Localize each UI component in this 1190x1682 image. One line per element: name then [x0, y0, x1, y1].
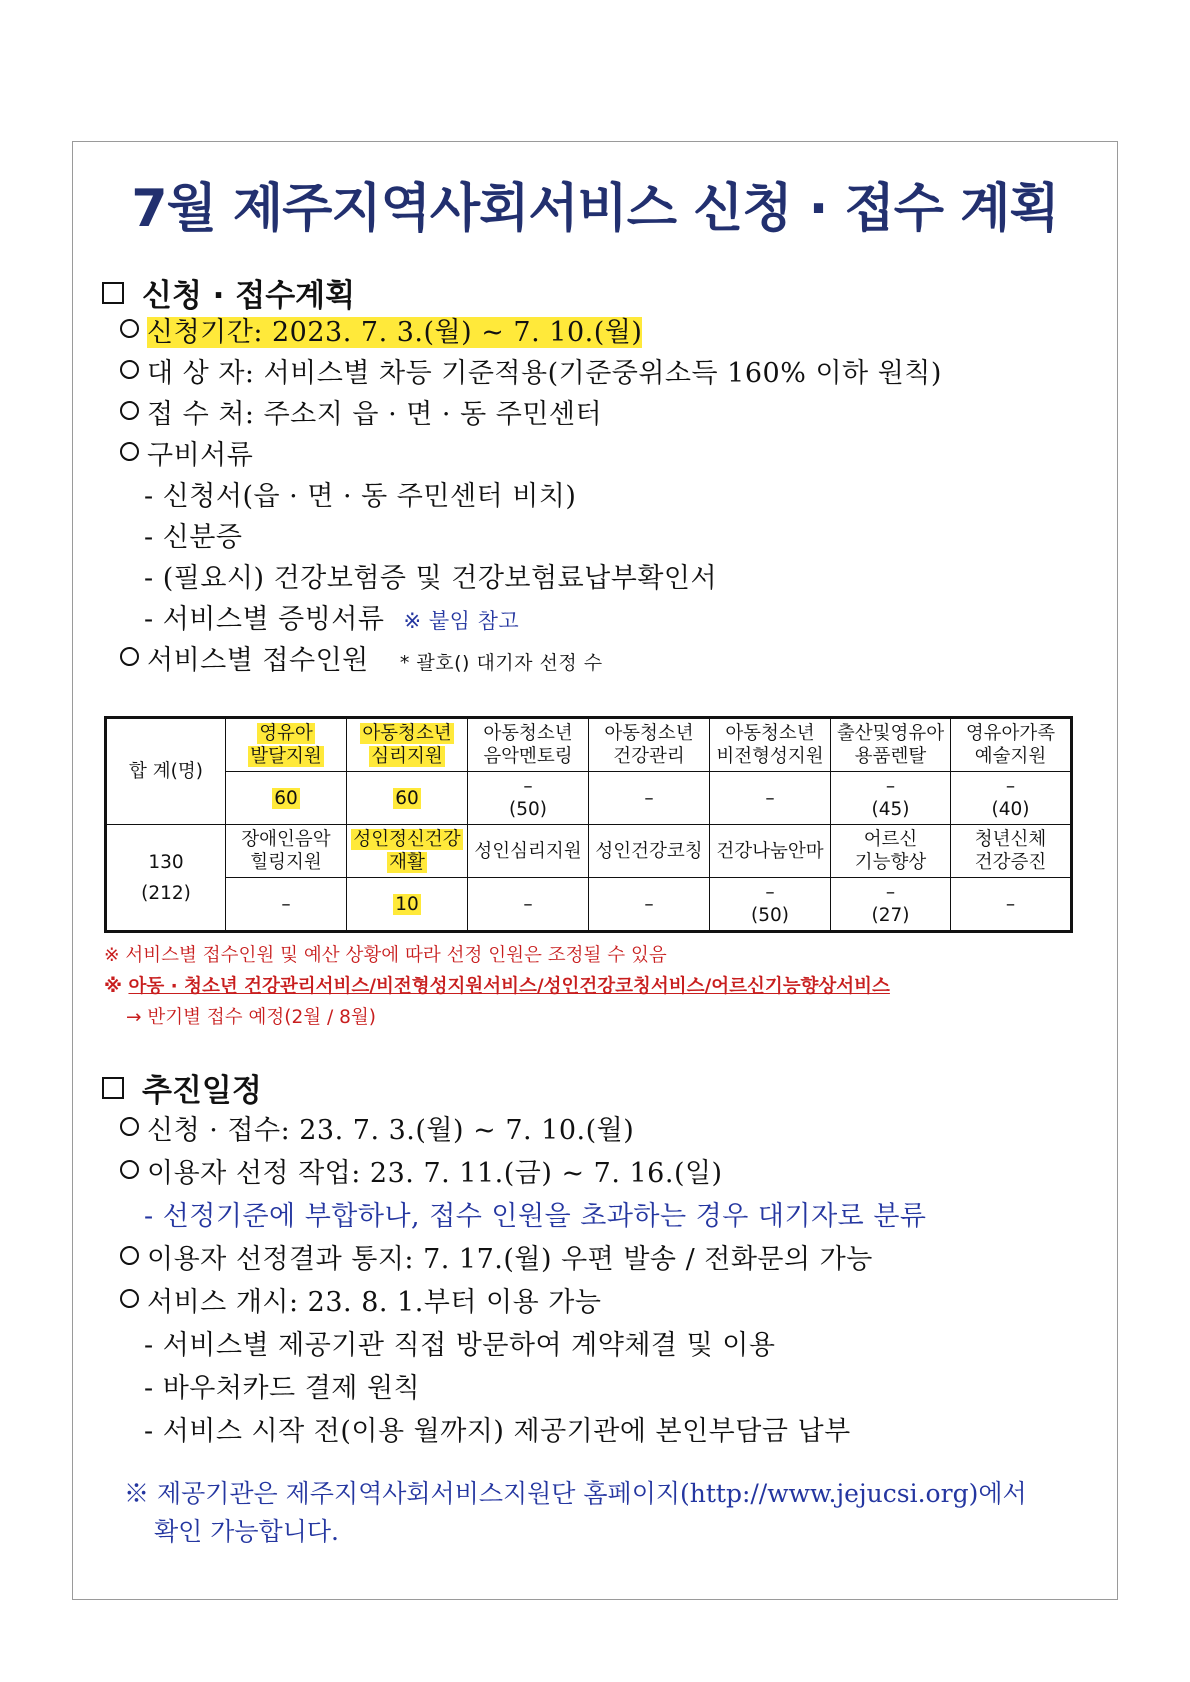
- waitlist-rule: - 선정기준에 부합하나, 접수 인원을 초과하는 경우 대기자로 분류: [144, 1201, 927, 1232]
- service-header-cell: 장애인음악 힐링지원: [226, 825, 347, 878]
- circle-bullet-icon: [120, 647, 139, 666]
- table-row: [106, 718, 1072, 772]
- checkbox-square-icon: [102, 282, 124, 304]
- attachment-note: ※ 붙임 참고: [403, 609, 520, 633]
- service-header-cell: 영유아 발달지원: [226, 718, 347, 772]
- schedule-item: [120, 1108, 634, 1147]
- circle-bullet-icon: [120, 1246, 139, 1265]
- total-value: 130: [148, 851, 184, 873]
- service-header-cell: 어르신 기능향상: [831, 825, 951, 878]
- note-adjustment: ※ 서비스별 접수인원 및 예산 상황에 따라 선정 인원은 조정될 수 있음: [104, 945, 667, 966]
- service-value-cell: –: [951, 878, 1072, 932]
- service-header-cell: 아동청소년 건강관리: [589, 718, 710, 772]
- required-docs-heading: [120, 433, 253, 472]
- service-header-cell: 아동청소년 심리지원: [347, 718, 468, 772]
- service-header-cell: 성인정신건강 재활: [347, 825, 468, 878]
- circle-bullet-icon: [120, 1117, 139, 1136]
- table-row: [106, 825, 1072, 878]
- checkbox-square-icon: [102, 1077, 124, 1099]
- schedule-text: 신청 · 접수: 23. 7. 3.(월) ~ 7. 10.(월): [147, 1115, 635, 1146]
- service-header-cell: 아동청소년 비전형성지원: [710, 718, 831, 772]
- doc-item: - 신분증: [144, 522, 243, 553]
- schedule-item: [120, 1280, 601, 1319]
- schedule-subitem: - 서비스 시작 전(이용 월까지) 제공기관에 본인부담금 납부: [144, 1416, 851, 1447]
- table-row: [106, 878, 1072, 932]
- service-header-cell: 건강나눔안마: [710, 825, 831, 878]
- footer-note-line1: ※ 제공기관은 제주지역사회서비스지원단 홈페이지(http://www.jejucsi.org)에서: [124, 1479, 1027, 1508]
- service-value-cell: 10: [347, 878, 468, 932]
- service-header-cell: 청년신체 건강증진: [951, 825, 1072, 878]
- circle-bullet-icon: [120, 1289, 139, 1308]
- section-heading-text: 신청 · 접수계획: [142, 278, 356, 314]
- note-half-year-services: [104, 972, 890, 998]
- schedule-subitem: - 서비스별 제공기관 직접 방문하여 계약체결 및 이용: [144, 1330, 776, 1361]
- service-value-cell: 60: [347, 772, 468, 825]
- circle-bullet-icon: [120, 401, 139, 420]
- section-heading-application: [102, 270, 355, 315]
- intake-text: 서비스별 접수인원: [147, 645, 369, 676]
- note-mark: ※: [104, 976, 122, 997]
- reception-place: [120, 392, 602, 431]
- service-value-cell: –: [589, 772, 710, 825]
- schedule-text: 이용자 선정 작업: 23. 7. 11.(금) ~ 7. 16.(일): [147, 1158, 723, 1189]
- service-value-cell: – (45): [831, 772, 951, 825]
- section-heading-text: 추진일정: [142, 1073, 262, 1109]
- doc-item: - (필요시) 건강보험증 및 건강보험료납부확인서: [144, 563, 718, 594]
- application-period-text: 신청기간: 2023. 7. 3.(월) ~ 7. 10.(월): [147, 317, 643, 348]
- service-value-cell: –: [710, 772, 831, 825]
- waitlist-note: * 괄호() 대기자 선정 수: [399, 652, 603, 674]
- circle-bullet-icon: [120, 1160, 139, 1179]
- total-waiting: (212): [141, 882, 191, 904]
- service-value-cell: – (40): [951, 772, 1072, 825]
- schedule-item: [120, 1237, 873, 1276]
- schedule-text: 서비스 개시: 23. 8. 1.부터 이용 가능: [147, 1287, 602, 1318]
- service-header-cell: 영유아가족 예술지원: [951, 718, 1072, 772]
- service-value-cell: –: [468, 878, 589, 932]
- footer-note-line2: 확인 가능합니다.: [154, 1517, 339, 1546]
- service-value-cell: – (50): [710, 878, 831, 932]
- page-title: 7월 제주지역사회서비스 신청 · 접수 계획: [131, 179, 1059, 239]
- circle-bullet-icon: [120, 319, 139, 338]
- target-text: 대 상 자: 서비스별 차등 기준적용(기준중위소득 160% 이하 원칙): [147, 358, 942, 389]
- required-docs-text: 구비서류: [147, 440, 254, 471]
- application-period: [120, 310, 642, 349]
- service-header-cell: 성인건강코칭: [589, 825, 710, 878]
- total-value-cell: [106, 825, 226, 932]
- note-services-text: 아동 · 청소년 건강관리서비스/비전형성지원서비스/성인건강코칭서비스/어르신기능향상서비스: [128, 976, 890, 997]
- reception-place-text: 접 수 처: 주소지 읍 · 면 · 동 주민센터: [147, 399, 603, 430]
- service-value-cell: –: [589, 878, 710, 932]
- section-heading-schedule: [102, 1065, 262, 1110]
- circle-bullet-icon: [120, 360, 139, 379]
- service-value-cell: –: [226, 878, 347, 932]
- doc-item: [144, 597, 519, 636]
- circle-bullet-icon: [120, 442, 139, 461]
- service-value-cell: – (50): [468, 772, 589, 825]
- total-label-cell: 합 계(명): [106, 718, 226, 825]
- schedule-item: [120, 1151, 723, 1190]
- doc-item-text: - 서비스별 증빙서류: [144, 604, 385, 635]
- doc-item: - 신청서(읍 · 면 · 동 주민센터 비치): [144, 481, 577, 512]
- schedule-text: 이용자 선정결과 통지: 7. 17.(월) 우편 발송 / 전화문의 가능: [147, 1244, 873, 1275]
- service-value-cell: 60: [226, 772, 347, 825]
- service-header-cell: 성인심리지원: [468, 825, 589, 878]
- service-header-cell: 출산및영유아 용품렌탈: [831, 718, 951, 772]
- note-half-year-schedule: → 반기별 접수 예정(2월 / 8월): [126, 1007, 376, 1028]
- service-header-cell: 아동청소년 음악멘토링: [468, 718, 589, 772]
- intake-line: [120, 638, 603, 677]
- intake-table: [104, 716, 1073, 933]
- service-value-cell: – (27): [831, 878, 951, 932]
- schedule-subitem: - 바우처카드 결제 원칙: [144, 1373, 421, 1404]
- target-line: [120, 351, 942, 390]
- table-row: [106, 772, 1072, 825]
